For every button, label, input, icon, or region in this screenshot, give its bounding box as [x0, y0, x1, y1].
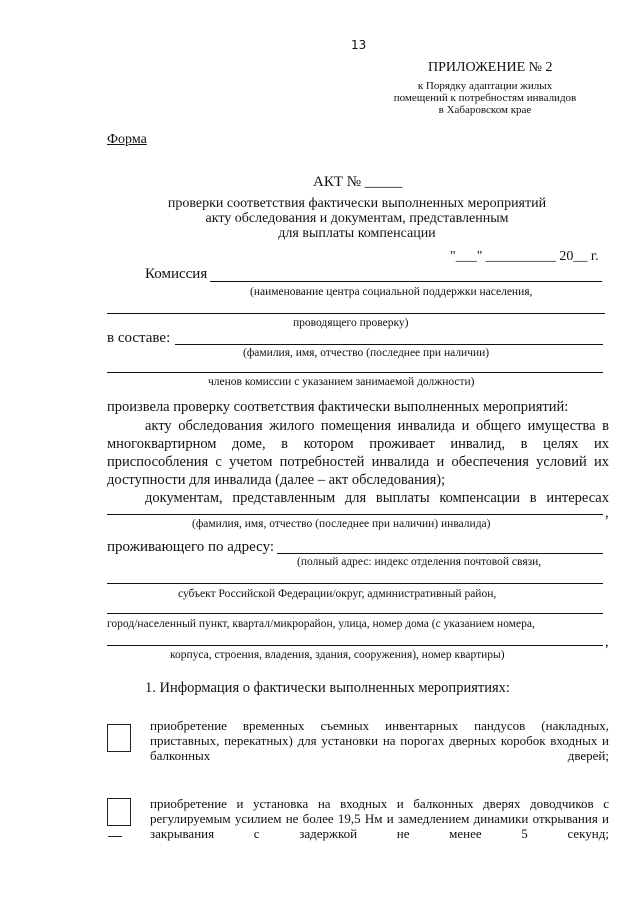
- address-comma: ,: [605, 634, 609, 650]
- disabled-person-comma: ,: [605, 505, 609, 521]
- disabled-person-field[interactable]: [107, 514, 603, 515]
- composition-field-2[interactable]: [107, 372, 603, 373]
- item-1-checkbox[interactable]: [107, 724, 131, 752]
- act-subtitle-2: акту обследования и документам, представленным: [205, 211, 509, 226]
- item-2-text: приобретение и установка на входных и балконных дверях доводчиков с регулируемым усилием не более 19,5 Нм и замедлением динамики открывания и закрывания с задержкой не менее 5 секунд;: [150, 796, 609, 841]
- disabled-person-hint: (фамилия, имя, отчество (последнее при наличии) инвалида): [192, 518, 491, 530]
- body-line-2b: многоквартирном доме, в котором проживает инвалид, в целях их: [107, 436, 609, 452]
- commission-hint-2: проводящего проверку): [293, 317, 409, 329]
- body-line-2d: доступности для инвалида (далее – акт обследования);: [107, 472, 446, 488]
- commission-label: Комиссия: [145, 266, 208, 282]
- act-date-field[interactable]: "___" __________ 20__ г.: [450, 249, 599, 264]
- address-field-3[interactable]: [107, 613, 603, 614]
- commission-field-2[interactable]: [107, 313, 605, 314]
- page-number: 13: [351, 38, 367, 52]
- composition-hint-2: членов комиссии с указанием занимаемой должности): [208, 376, 475, 388]
- appendix-line-3: в Хабаровском крае: [438, 104, 532, 116]
- composition-field[interactable]: [175, 344, 603, 345]
- address-field-1[interactable]: [277, 553, 603, 554]
- address-field-2[interactable]: [107, 583, 603, 584]
- act-subtitle-3: для выплаты компенсации: [278, 226, 436, 241]
- composition-label: в составе:: [107, 330, 171, 346]
- address-hint-1: (полный адрес: индекс отделения почтовой связи,: [297, 556, 542, 568]
- address-label: проживающего по адресу:: [107, 539, 275, 555]
- form-label: Форма: [107, 132, 147, 147]
- section-1-title: 1. Информация о фактически выполненных мероприятиях:: [145, 680, 510, 696]
- commission-field[interactable]: [210, 281, 602, 282]
- appendix-subtitle: [355, 80, 615, 116]
- act-subtitle: [107, 196, 607, 241]
- body-line-3: документам, представленным для выплаты компенсации в интересах: [145, 490, 609, 506]
- appendix-line-1: к Порядку адаптации жилых: [417, 80, 553, 92]
- body-line-2c: приспособления с учетом потребностей инвалида и обеспечения условий их: [107, 454, 609, 470]
- composition-hint-1: (фамилия, имя, отчество (последнее при наличии): [243, 347, 490, 359]
- item-2-checkbox[interactable]: [107, 798, 131, 826]
- act-title: АКТ № _____: [313, 174, 403, 190]
- body-intro: произвела проверку соответствия фактически выполненных мероприятий:: [107, 399, 569, 415]
- address-hint-3: город/населенный пункт, квартал/микрорайон, улица, номер дома (с указанием номера,: [107, 618, 535, 630]
- commission-hint-1: (наименование центра социальной поддержки населения,: [250, 286, 533, 298]
- appendix-title: ПРИЛОЖЕНИЕ № 2: [428, 60, 553, 75]
- body-line-2a: акту обследования жилого помещения инвалида и общего имущества в: [145, 418, 609, 434]
- item-2-dash: [108, 836, 122, 837]
- item-1-text: приобретение временных съемных инвентарных пандусов (накладных, приставных, перекатных) для установки на порогах дверных коробок входных и балконных дверей;: [150, 718, 609, 763]
- address-hint-2: субъект Российской Федерации/округ, административный район,: [178, 588, 497, 600]
- address-field-4[interactable]: [107, 645, 603, 646]
- act-subtitle-1: проверки соответствия фактически выполненных мероприятий: [167, 196, 547, 211]
- appendix-line-2: помещений к потребностям инвалидов: [393, 92, 577, 104]
- address-hint-4: корпуса, строения, владения, здания, сооружения), номер квартиры): [170, 649, 505, 661]
